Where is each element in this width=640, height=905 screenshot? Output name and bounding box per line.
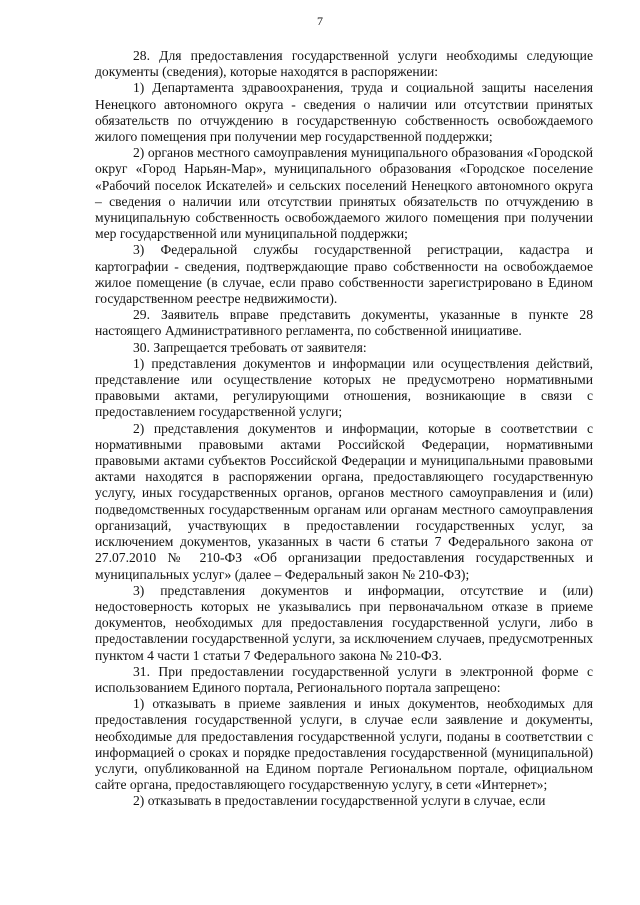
paragraph-30: 30. Запрещается требовать от заявителя: [133,339,367,355]
paragraph-30-item-3: 3) представления документов и информации, отсутствие и (или) недостоверность которых не указывались при первоначальном отказе в приеме документов, необходимых для предоставления государственной услуги, либо в предоставлении государственной услуги, за исключением случаев, предусмотренных пунктом 4 части 1 статьи 7 Федерального закона № 210-ФЗ. [95,582,593,663]
document-body [95,48,593,810]
paragraph-30-item-1: 1) представления документов и информации или осуществления действий, представление или осуществление которых не предусмотрено нормативными правовыми актами, регулирующими отношения, возникающие в связи с предоставлением государственной услуги; [95,355,593,420]
paragraph-28-item-1: 1) Департамента здравоохранения, труда и социальной защиты населения Ненецкого автономного округа - сведения о наличии или отсутствии принятых обязательств по отчуждению в государственную собственность освобождаемого жилого помещения при получении мер государственной поддержки; [95,80,593,145]
paragraph-29: 29. Заявитель вправе представить документы, указанные в пункте 28 настоящего Административного регламента, по собственной инициативе. [95,307,593,339]
paragraph-31: 31. При предоставлении государственной услуги в электронной форме с использованием Единого портала, Регионального портала запрещено: [95,663,593,695]
page-number: 7 [317,14,323,28]
paragraph-28: 28. Для предоставления государственной услуги необходимы следующие документы (сведения), которые находятся в распоряжении: [95,48,593,80]
paragraph-30-item-2: 2) представления документов и информации, которые в соответствии с нормативными правовыми актами Российской Федерации, нормативными правовыми актами субъектов Российской Федерации и муниципальными правовыми актами находятся в распоряжении органа, предоставляющего государственную услугу, иных государственных органов, органов местного самоуправления и (или) подведомственных государственным органам или органам местного самоуправления организаций, участвующих в предоставлении государственных услуг, за исключением документов, указанных в части 6 статьи 7 Федерального закона от 27.07.2010 № 210-ФЗ «Об организации предоставления государственных и муниципальных услуг» (далее – Федеральный закон № 210-ФЗ); [95,420,593,582]
paragraph-28-item-3: 3) Федеральной службы государственной регистрации, кадастра и картографии - сведения, подтверждающие право собственности на освобождаемое жилое помещение (в случае, если право собственности зарегистрировано в Едином государственном реестре недвижимости). [95,242,593,307]
paragraph-31-item-1: 1) отказывать в приеме заявления и иных документов, необходимых для предоставления государственной услуги, в случае если заявление и документы, необходимые для предоставления государственной услуги, поданы в соответствии с информацией о сроках и порядке предоставления государственной (муниципальной) услуги, опубликованной на Едином портале Региональном портале, официальном сайте органа, предоставляющего государственную услугу, в сети «Интернет»; [95,696,593,793]
paragraph-28-item-2: 2) органов местного самоуправления муниципального образования «Городской округ «Город Нарьян-Мар», муниципального образования «Городское поселение «Рабочий поселок Искателей» и сельских поселений Ненецкого автономного округа – сведения о наличии или отсутствии принятых обязательств по отчуждению в муниципальную собственность освобождаемого жилого помещения при получении мер государственной или муниципальной поддержки; [95,145,593,242]
paragraph-31-item-2: 2) отказывать в предоставлении государственной услуги в случае, если [133,793,546,809]
